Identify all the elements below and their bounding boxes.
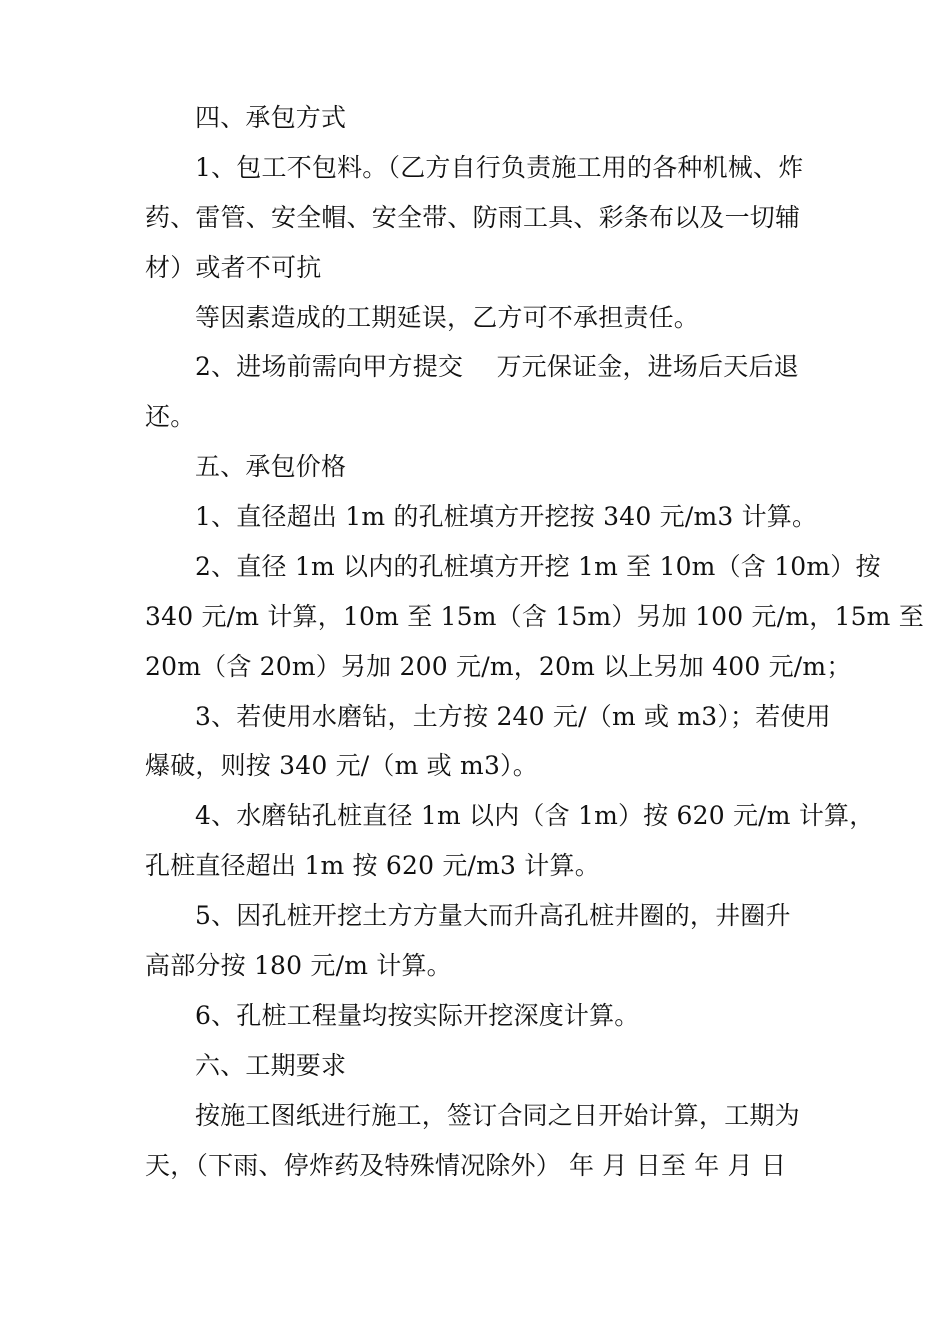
paragraph-line: 1、直径超出 1m 的孔桩填方开挖按 340 元/m3 计算。 <box>195 502 818 531</box>
paragraph-line: 爆破，则按 340 元/（m 或 m3）。 <box>145 751 538 780</box>
paragraph-line: 天，（下雨、停炸药及特殊情况除外） 年 月 日至 年 月 日 <box>145 1151 787 1180</box>
paragraph-line: 1、包工不包料。（乙方自行负责施工用的各种机械、炸 <box>195 153 804 182</box>
paragraph-line: 材）或者不可抗 <box>145 253 322 282</box>
section-heading-contract-method: 四、承包方式 <box>195 103 347 132</box>
paragraph-line: 药、雷管、安全帽、安全带、防雨工具、彩条布以及一切辅 <box>145 203 801 232</box>
paragraph-line: 4、水磨钻孔桩直径 1m 以内（含 1m）按 620 元/m 计算， <box>195 801 875 830</box>
paragraph-line: 340 元/m 计算，10m 至 15m（含 15m）另加 100 元/m，15m 至 <box>145 602 924 631</box>
section-heading-schedule: 六、工期要求 <box>195 1051 347 1080</box>
paragraph-line: 2、进场前需向甲方提交 万元保证金，进场后天后退 <box>195 352 799 381</box>
paragraph-line: 3、若使用水磨钻，土方按 240 元/（m 或 m3）；若使用 <box>195 702 831 731</box>
paragraph-line: 5、因孔桩开挖土方方量大而升高孔桩井圈的，井圈升 <box>195 901 791 930</box>
paragraph-line: 20m（含 20m）另加 200 元/m，20m 以上另加 400 元/m； <box>145 652 852 681</box>
paragraph-line: 孔桩直径超出 1m 按 620 元/m3 计算。 <box>145 851 600 880</box>
paragraph-line: 按施工图纸进行施工，签订合同之日开始计算，工期为 <box>195 1101 800 1130</box>
paragraph-line: 6、孔桩工程量均按实际开挖深度计算。 <box>195 1001 640 1030</box>
paragraph-line: 还。 <box>145 402 196 431</box>
section-heading-contract-price: 五、承包价格 <box>195 452 347 481</box>
paragraph-line: 等因素造成的工期延误，乙方可不承担责任。 <box>195 303 700 332</box>
paragraph-line: 高部分按 180 元/m 计算。 <box>145 951 452 980</box>
paragraph-line: 2、直径 1m 以内的孔桩填方开挖 1m 至 10m（含 10m）按 <box>195 552 881 581</box>
